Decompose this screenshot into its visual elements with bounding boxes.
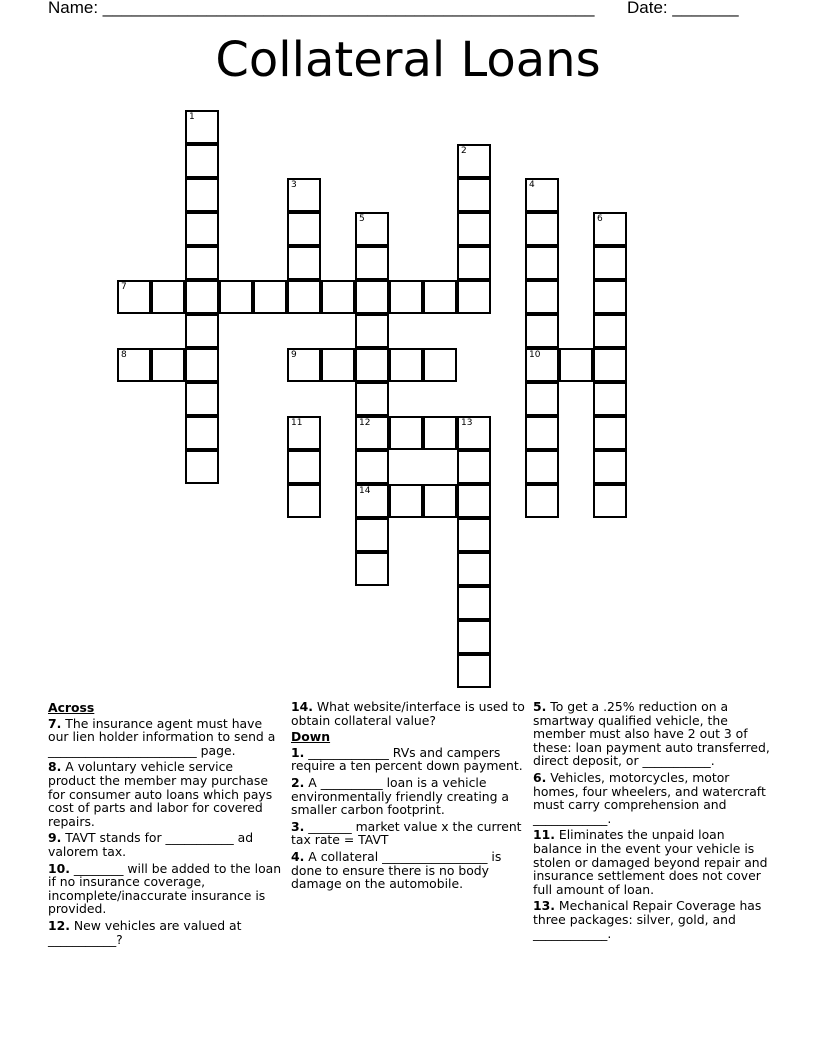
crossword-cell[interactable] <box>593 450 627 484</box>
clue-text: The insurance agent must have our lien holder information to send a ________________________ page. <box>48 715 276 758</box>
clue-text: ________ will be added to the loan if no insurance coverage, incomplete/inaccurate insurance is provided. <box>48 860 282 917</box>
crossword-cell[interactable] <box>355 246 389 280</box>
crossword-cell[interactable] <box>355 348 389 382</box>
clue-text: What website/interface is used to obtain collateral value? <box>291 699 525 728</box>
crossword-cell[interactable] <box>525 450 559 484</box>
clue-text: TAVT stands for ___________ ad valorem tax. <box>48 830 254 859</box>
clue-text: A __________ loan is a vehicle environmentally friendly creating a smaller carbon footprint. <box>291 774 510 818</box>
crossword-cell[interactable] <box>559 348 593 382</box>
crossword-cell[interactable] <box>219 280 253 314</box>
crossword-cell[interactable] <box>287 450 321 484</box>
clues-column-1 <box>48 700 284 949</box>
crossword-cell[interactable] <box>389 484 423 518</box>
clue-text: A voluntary vehicle service product the member may purchase for consumer auto loans which pays cost of parts and labor for covered repairs. <box>48 759 273 829</box>
crossword-cell[interactable] <box>389 348 423 382</box>
crossword-cell[interactable] <box>457 280 491 314</box>
clue-number: 14. <box>291 699 313 714</box>
crossword-cell[interactable] <box>185 246 219 280</box>
page-title: Collateral Loans <box>215 32 601 88</box>
crossword-cell[interactable] <box>423 416 457 450</box>
clue-across-10 <box>48 862 284 916</box>
crossword-cell[interactable] <box>525 246 559 280</box>
crossword-cell[interactable] <box>593 382 627 416</box>
clue-down-2 <box>291 776 527 817</box>
crossword-cell[interactable] <box>423 484 457 518</box>
clue-number: 13. <box>533 898 555 914</box>
crossword-cell[interactable] <box>185 280 219 314</box>
crossword-cell[interactable] <box>389 280 423 314</box>
crossword-cell[interactable] <box>525 314 559 348</box>
crossword-cell[interactable] <box>457 484 491 518</box>
clue-across-8 <box>48 760 284 828</box>
clue-number-label: 13 <box>461 418 473 428</box>
crossword-cell[interactable] <box>593 484 627 518</box>
clue-down-6 <box>533 771 773 825</box>
crossword-cell[interactable] <box>593 246 627 280</box>
clue-down-3 <box>291 820 527 847</box>
crossword-cell[interactable] <box>117 348 151 382</box>
crossword-cell[interactable] <box>525 416 559 450</box>
clue-number: 9. <box>48 830 62 846</box>
crossword-cell[interactable] <box>525 280 559 314</box>
clue-number: 10. <box>48 860 70 876</box>
clue-down-13 <box>533 899 773 940</box>
clue-across-12 <box>48 919 284 946</box>
crossword-cell[interactable] <box>525 484 559 518</box>
crossword-cell[interactable] <box>287 484 321 518</box>
clue-number: 8. <box>48 759 62 775</box>
crossword-cell[interactable] <box>253 280 287 314</box>
clues-column-3 <box>533 700 773 943</box>
crossword-cell[interactable] <box>593 348 627 382</box>
crossword-cell[interactable] <box>321 280 355 314</box>
clue-number-label: 7 <box>121 282 127 292</box>
crossword-cell[interactable] <box>457 246 491 280</box>
clue-number: 6. <box>533 769 547 785</box>
clue-number: 12. <box>48 917 70 933</box>
crossword-cell[interactable] <box>151 280 185 314</box>
clue-number-label: 4 <box>529 180 535 190</box>
clue-text: New vehicles are valued at ___________? <box>48 917 242 947</box>
clue-across-14 <box>291 700 527 727</box>
clue-number: 11. <box>533 827 555 843</box>
crossword-cell[interactable] <box>525 348 559 382</box>
crossword-cell[interactable] <box>423 348 457 382</box>
clue-down-1 <box>291 746 527 773</box>
clue-number-label: 1 <box>189 112 195 122</box>
name-field-label: Name: ____________________________________________________ <box>48 0 595 17</box>
crossword-cell[interactable] <box>457 144 491 178</box>
clue-number: 3. <box>291 818 305 834</box>
clue-text: Mechanical Repair Coverage has three packages: silver, gold, and ____________. <box>533 898 762 941</box>
crossword-cell[interactable] <box>457 586 491 620</box>
crossword-cell[interactable] <box>355 484 389 518</box>
crossword-cell[interactable] <box>525 178 559 212</box>
crossword-cell[interactable] <box>355 280 389 314</box>
clue-number: 1. <box>291 744 305 760</box>
crossword-cell[interactable] <box>185 212 219 246</box>
clue-number-label: 6 <box>597 214 603 224</box>
crossword-cell[interactable] <box>457 212 491 246</box>
clue-across-7 <box>48 717 284 758</box>
clue-number-label: 10 <box>529 350 541 360</box>
crossword-cell[interactable] <box>355 212 389 246</box>
clue-across-9 <box>48 831 284 858</box>
crossword-cell[interactable] <box>593 280 627 314</box>
crossword-cell[interactable] <box>185 110 219 144</box>
crossword-cell[interactable] <box>185 314 219 348</box>
crossword-cell[interactable] <box>593 416 627 450</box>
crossword-cell[interactable] <box>389 416 423 450</box>
crossword-cell[interactable] <box>151 348 185 382</box>
crossword-cell[interactable] <box>593 212 627 246</box>
clue-text: Vehicles, motorcycles, motor homes, four wheelers, and watercraft must carry comprehension and ____________. <box>533 769 766 826</box>
crossword-cell[interactable] <box>457 450 491 484</box>
crossword-cell[interactable] <box>355 382 389 416</box>
crossword-cell[interactable] <box>355 518 389 552</box>
crossword-cell[interactable] <box>593 314 627 348</box>
clue-text: To get a .25% reduction on a smartway qualified vehicle, the member must also have 2 out 3 of these: loan payment auto transferred, direct deposit, or ___________. <box>533 699 770 769</box>
clue-text: _____________ RVs and campers require a ten percent down payment. <box>291 744 523 774</box>
crossword-cell[interactable] <box>525 212 559 246</box>
across-heading: Across <box>48 700 95 715</box>
clue-number: 4. <box>291 848 305 864</box>
crossword-cell[interactable] <box>355 416 389 450</box>
clue-number-label: 8 <box>121 350 127 360</box>
crossword-cell[interactable] <box>287 416 321 450</box>
clue-down-4 <box>291 850 527 891</box>
crossword-cell[interactable] <box>457 620 491 654</box>
crossword-cell[interactable] <box>457 178 491 212</box>
crossword-cell[interactable] <box>185 144 219 178</box>
clue-number-label: 9 <box>291 350 297 360</box>
crossword-cell[interactable] <box>185 348 219 382</box>
crossword-cell[interactable] <box>355 552 389 586</box>
crossword-cell[interactable] <box>457 654 491 688</box>
crossword-cell[interactable] <box>185 382 219 416</box>
clues-column-2 <box>291 700 527 894</box>
crossword-cell[interactable] <box>287 280 321 314</box>
crossword-cell[interactable] <box>287 246 321 280</box>
crossword-cell[interactable] <box>355 314 389 348</box>
crossword-cell[interactable] <box>457 552 491 586</box>
clue-down-5 <box>533 700 773 768</box>
clue-number-label: 11 <box>291 418 303 428</box>
clue-number: 2. <box>291 774 305 790</box>
clue-down-11 <box>533 828 773 896</box>
clue-number: 5. <box>533 699 547 714</box>
clue-number-label: 14 <box>359 486 371 496</box>
crossword-cell[interactable] <box>457 416 491 450</box>
crossword-cell[interactable] <box>355 450 389 484</box>
clue-text: _______ market value x the current tax rate = TAVT <box>291 818 522 848</box>
clue-text: Eliminates the unpaid loan balance in the event your vehicle is stolen or damaged beyond repair and insurance settlement does not cover full amount of loan. <box>533 827 768 897</box>
clue-number-label: 12 <box>359 418 371 428</box>
clue-number-label: 5 <box>359 214 365 224</box>
clue-number: 7. <box>48 715 62 731</box>
crossword-cell[interactable] <box>321 348 355 382</box>
crossword-cell[interactable] <box>457 518 491 552</box>
crossword-cell[interactable] <box>287 212 321 246</box>
crossword-cell[interactable] <box>287 348 321 382</box>
clue-number-label: 3 <box>291 180 297 190</box>
crossword-cell[interactable] <box>117 280 151 314</box>
clue-text: A collateral _________________ is done to ensure there is no body damage on the automobile. <box>291 848 502 892</box>
date-field-label: Date: _______ <box>627 0 739 17</box>
crossword-cell[interactable] <box>423 280 457 314</box>
crossword-cell[interactable] <box>185 178 219 212</box>
crossword-cell[interactable] <box>185 416 219 450</box>
crossword-cell[interactable] <box>525 382 559 416</box>
crossword-cell[interactable] <box>287 178 321 212</box>
clue-number-label: 2 <box>461 146 467 156</box>
crossword-cell[interactable] <box>185 450 219 484</box>
down-heading: Down <box>291 729 331 745</box>
